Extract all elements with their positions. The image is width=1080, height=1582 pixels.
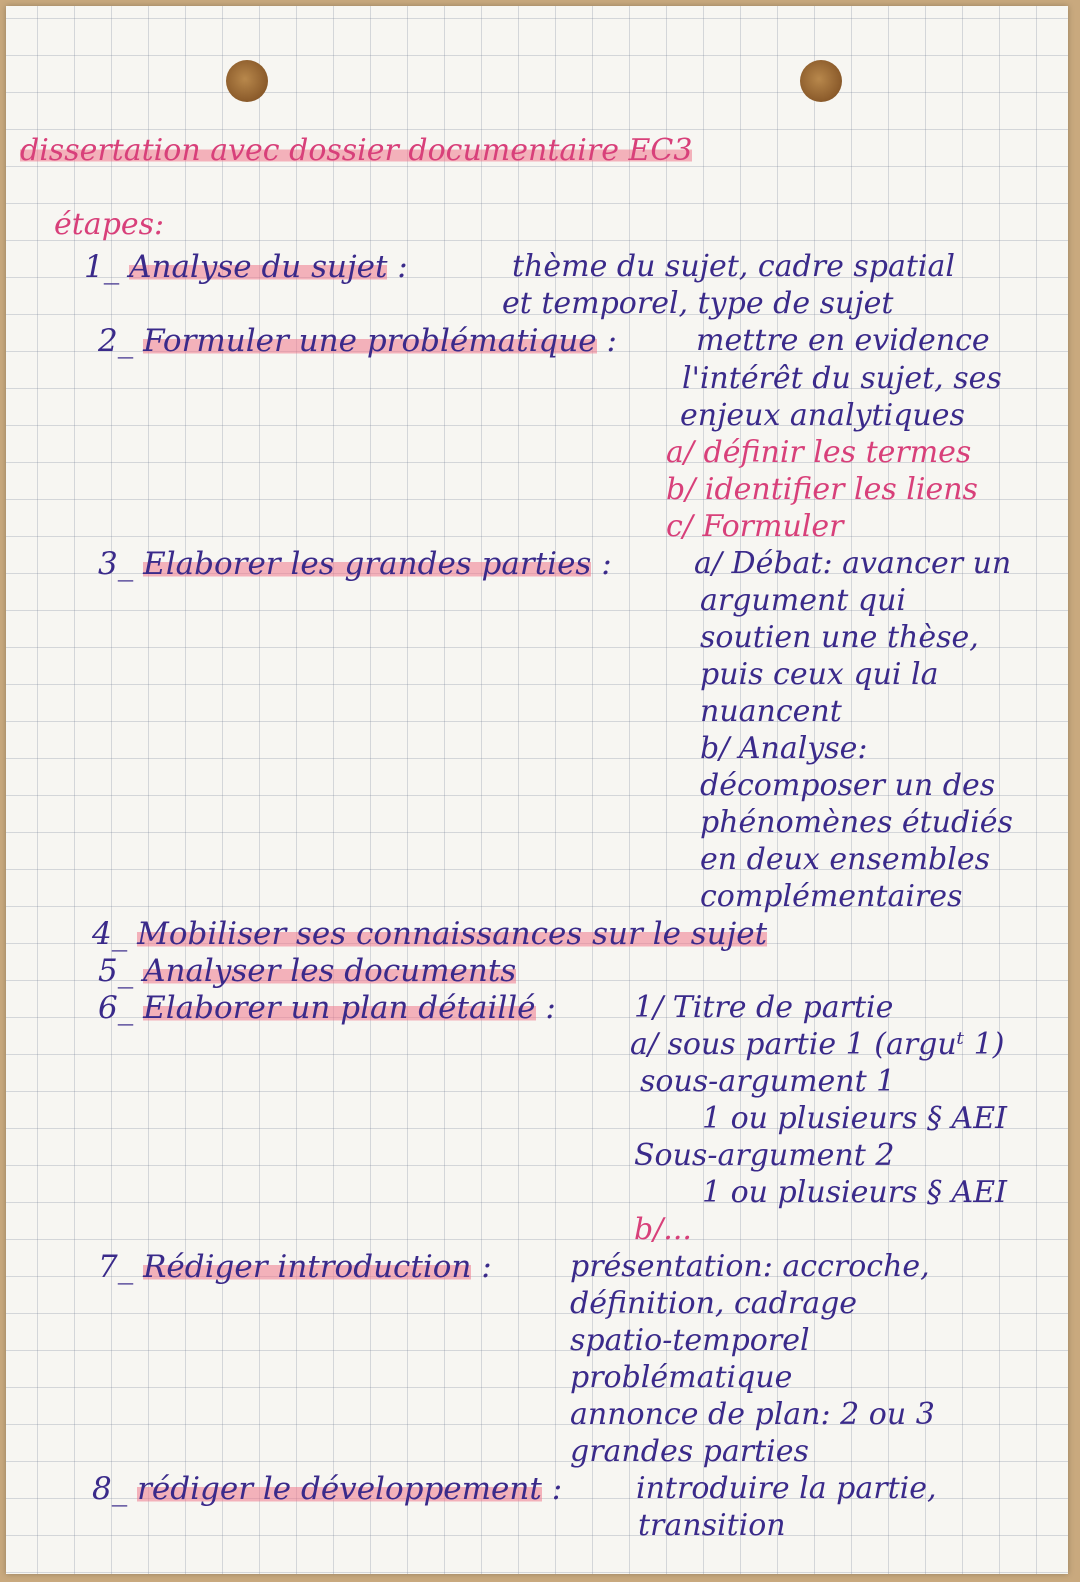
- step-separator: :: [397, 249, 408, 285]
- note-line: b/ identifier les liens: [666, 472, 978, 507]
- punch-hole-left-icon: [226, 60, 268, 102]
- step-separator: :: [601, 546, 612, 582]
- step-6: [98, 990, 556, 1026]
- note-line: présentation: accroche,: [570, 1249, 930, 1284]
- step-number: 5_: [98, 953, 134, 989]
- note-line: sous-argument 1: [640, 1064, 896, 1099]
- note-line: complémentaires: [700, 879, 963, 914]
- punch-hole-right-icon: [800, 60, 842, 102]
- note-line: en deux ensembles: [700, 842, 990, 877]
- note-line: soutien une thèse,: [700, 620, 979, 655]
- step-label: Formuler une problématique: [143, 323, 597, 359]
- step-1: [84, 249, 408, 285]
- step-label: rédiger le développement: [137, 1471, 542, 1507]
- note-line: Sous-argument 2: [634, 1138, 895, 1173]
- page-title: dissertation avec dossier documentaire EC3: [20, 133, 693, 168]
- step-number: 3_: [98, 546, 134, 582]
- note-line: l'intérêt du sujet, ses: [682, 361, 1002, 396]
- note-line: décomposer un des: [700, 768, 996, 803]
- step-number: 2_: [98, 323, 134, 359]
- note-line: a/ définir les termes: [666, 435, 972, 470]
- note-line: 1/ Titre de partie: [634, 990, 894, 1025]
- note-line: spatio-temporel: [570, 1323, 810, 1358]
- step-number: 1_: [84, 249, 120, 285]
- note-line: b/...: [634, 1212, 692, 1247]
- note-line: b/ Analyse:: [700, 731, 868, 766]
- step-label: Rédiger introduction: [143, 1249, 472, 1285]
- note-line: grandes parties: [570, 1434, 809, 1469]
- step-separator: :: [606, 323, 617, 359]
- step-5: [98, 953, 517, 989]
- step-number: 4_: [92, 916, 128, 952]
- note-line: nuancent: [700, 694, 842, 729]
- note-line: thème du sujet, cadre spatial: [512, 249, 955, 284]
- step-label: Analyser les documents: [143, 953, 517, 989]
- note-line: définition, cadrage: [570, 1286, 858, 1321]
- step-label: Analyse du sujet: [129, 249, 388, 285]
- step-number: 6_: [98, 990, 134, 1026]
- note-line: annonce de plan: 2 ou 3: [570, 1397, 935, 1432]
- note-line: 1 ou plusieurs § AEI: [702, 1101, 1007, 1136]
- step-separator: :: [481, 1249, 492, 1285]
- note-line: problématique: [570, 1360, 793, 1395]
- note-line: c/ Formuler: [666, 509, 844, 544]
- note-line: a/ Débat: avancer un: [694, 546, 1012, 581]
- etapes-label: étapes:: [54, 207, 165, 242]
- note-line: argument qui: [700, 583, 906, 618]
- step-3: [98, 546, 612, 582]
- note-line: phénomènes étudiés: [700, 805, 1013, 840]
- step-label: Mobiliser ses connaissances sur le sujet: [137, 916, 768, 952]
- note-line: introduire la partie,: [636, 1471, 937, 1506]
- note-line: a/ sous partie 1 (arguᵗ 1): [630, 1027, 1005, 1062]
- step-2: [98, 323, 617, 359]
- step-4: [92, 916, 768, 952]
- notebook-page: [6, 6, 1068, 1574]
- note-line: enjeux analytiques: [680, 398, 965, 433]
- step-separator: :: [551, 1471, 563, 1507]
- step-separator: :: [545, 990, 556, 1026]
- note-line: puis ceux qui la: [700, 657, 939, 692]
- note-line: 1 ou plusieurs § AEI: [702, 1175, 1007, 1210]
- step-number: 8_: [92, 1471, 128, 1507]
- step-label: Elaborer un plan détaillé: [143, 990, 536, 1026]
- step-7: [98, 1249, 492, 1285]
- note-line: mettre en evidence: [696, 323, 990, 358]
- note-line: transition: [638, 1508, 786, 1543]
- step-8: [92, 1471, 563, 1507]
- step-number: 7_: [98, 1249, 134, 1285]
- step-label: Elaborer les grandes parties: [143, 546, 592, 582]
- note-line: et temporel, type de sujet: [502, 286, 894, 321]
